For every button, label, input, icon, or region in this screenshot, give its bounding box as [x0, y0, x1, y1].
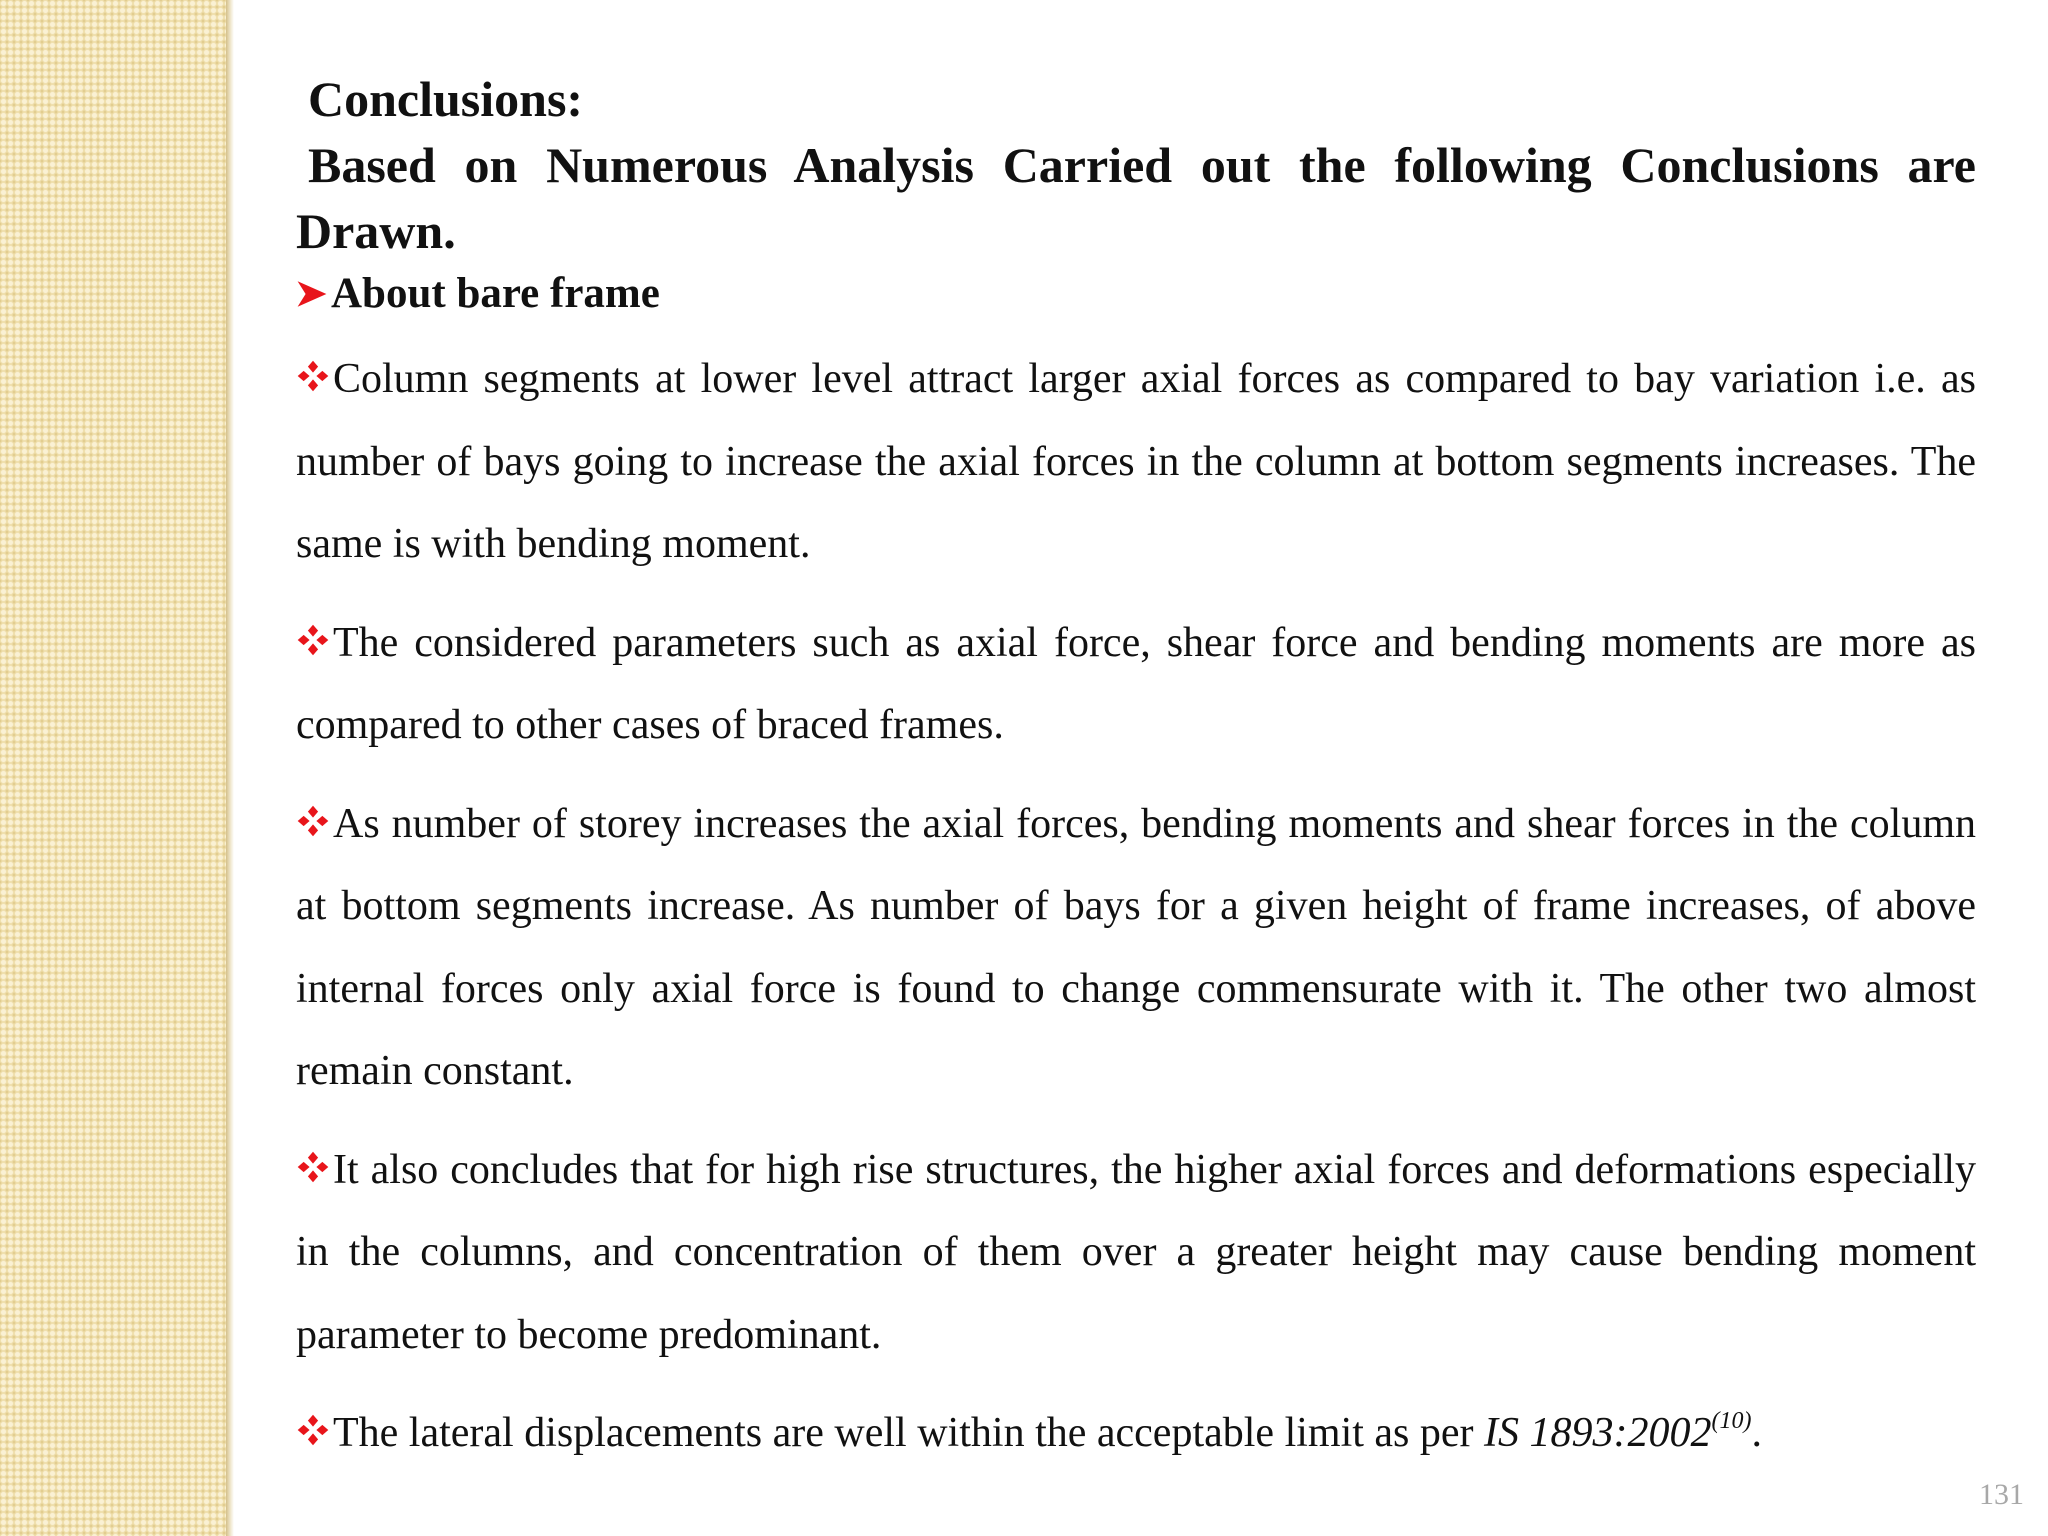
- conclusion-item-4: [296, 1129, 1976, 1377]
- conclusion-item-5: [296, 1392, 1976, 1475]
- side-strip-shadow: [226, 0, 234, 1536]
- conclusion-text: As number of storey increases the axial forces, bending moments and shear forces in the column at bottom segments increase. As number of bays for a given height of frame increases, of above internal forces only axial force is found to change commensurate with it. The other two almost remain constant.: [296, 800, 1976, 1094]
- arrow-bullet-icon: [296, 278, 328, 310]
- four-diamond-bullet-icon: [296, 804, 330, 838]
- four-diamond-bullet-icon: [296, 359, 330, 393]
- decorative-side-strip: [0, 0, 226, 1536]
- reference-number: (10): [1711, 1408, 1752, 1434]
- conclusion-text: It also concludes that for high rise structures, the higher axial forces and deformations especially in the columns, and concentration of them over a greater height may cause bending moment parameter to become predominant.: [296, 1146, 1976, 1358]
- section-title-text: About bare frame: [331, 270, 660, 317]
- conclusion-text: The lateral displacements are well within the acceptable limit as per: [333, 1410, 1485, 1456]
- slide-subheading: Based on Numerous Analysis Carried out the following Conclusions are Drawn.: [296, 137, 1976, 259]
- standard-code: IS 1893:2002: [1484, 1410, 1712, 1456]
- section-title: [296, 264, 1976, 324]
- slide-heading: Conclusions:: [308, 71, 584, 127]
- sentence-end: .: [1751, 1410, 1762, 1456]
- conclusion-item-2: [296, 602, 1976, 767]
- four-diamond-bullet-icon: [296, 623, 330, 657]
- conclusion-item-3: [296, 783, 1976, 1113]
- four-diamond-bullet-icon: [296, 1150, 330, 1184]
- conclusion-item-1: [296, 338, 1976, 586]
- page-number: 131: [1979, 1478, 2024, 1511]
- slide-content: [296, 66, 1976, 1491]
- conclusion-text: The considered parameters such as axial force, shear force and bending moments are more as compared to other cases of braced frames.: [296, 619, 1976, 748]
- conclusion-text: Column segments at lower level attract larger axial forces as compared to bay variation i.e. as number of bays going to increase the axial forces in the column at bottom segments increases. The same is with bending moment.: [296, 356, 1976, 567]
- four-diamond-bullet-icon: [296, 1413, 330, 1447]
